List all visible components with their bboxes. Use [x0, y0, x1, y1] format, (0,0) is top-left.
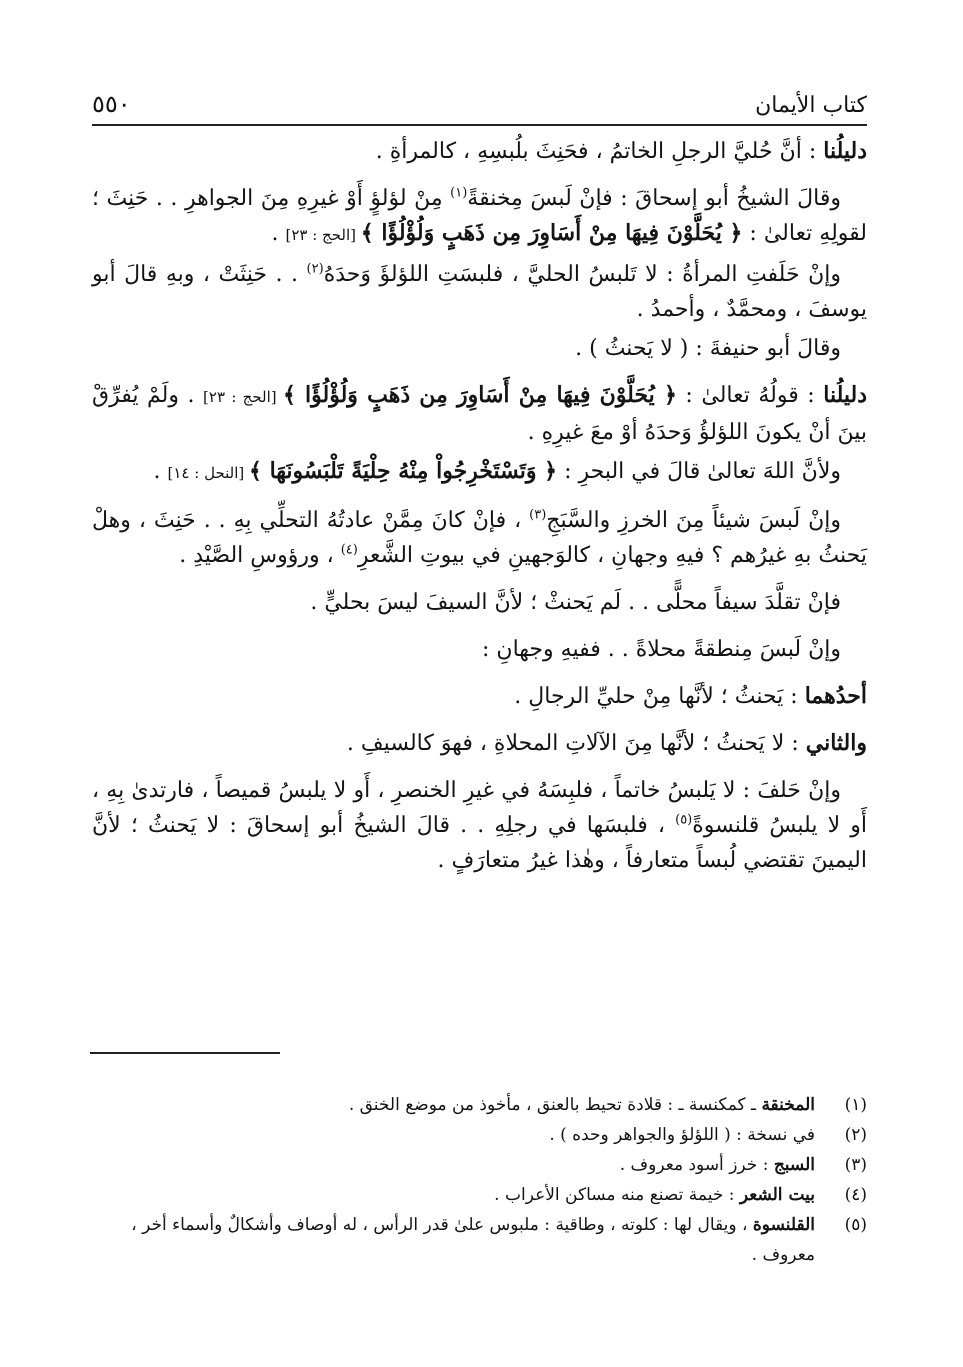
paragraph [92, 134, 867, 169]
footnote-marker: (١) [450, 185, 468, 201]
paragraph-text: مِنْ لؤلؤٍ أَوْ غيرِهِ مِنَ الجواهرِ . . حَنِثَ ؛ لقولِهِ تعالىٰ : [92, 186, 867, 246]
paragraph-text: ، ورؤوسِ الصَّيْدِ . [179, 543, 341, 568]
footnote-term: بيت الشعر [739, 1185, 815, 1205]
footnote-item [92, 1180, 867, 1210]
paragraph-lead: دليلُنا [823, 138, 867, 164]
footnote-marker: (٣) [529, 507, 547, 523]
paragraph-text: : يَحنثُ ؛ لأنَّها مِنْ حليِّ الرجالِ . [514, 684, 805, 709]
paragraph [92, 726, 867, 761]
paragraph-text: وإنْ حَلَفتِ المرأةُ : لا تَلبسُ الحليَّ ، فلبسَتِ اللؤلؤَ وَحدَهُ [323, 262, 841, 287]
quran-verse: ﴿ وَتَسْتَخْرِجُواْ مِنْهُ حِلْيَةً تَلْبَسُونَهَا ﴾ [249, 458, 558, 484]
paragraph-text: وإنْ لَبسَ شيئاً مِنَ الخرزِ والسَّبَجِ [546, 508, 841, 533]
footnote-marker: (٢) [306, 261, 324, 277]
quran-verse: ﴿ يُحَلَّوْنَ فِيهَا مِنْ أَسَاوِرَ مِن ذَهَبٍ وَلُؤْلُؤًا ﴾ [360, 220, 743, 246]
footnote-item [92, 1150, 867, 1180]
footnote-item [92, 1210, 867, 1270]
paragraph [92, 503, 867, 573]
footnote-marker: (٥) [675, 812, 693, 828]
paragraph-text: ، فلبسَها في رجلِهِ . . قالَ الشيخُ أبو إسحاقَ : لا يَحنثُ ؛ لأنَّ اليمينَ تقتضي لُبساً متعارفاً ، وهٰذا غيرُ متعارَفٍ . [92, 813, 867, 873]
verse-reference: [الحج : ٢٣] [203, 388, 283, 406]
footnote-text [92, 1120, 815, 1150]
footnote-item [92, 1090, 867, 1120]
footnote-term: المخنقة [761, 1095, 815, 1115]
footnote-number: (٤) [844, 1185, 867, 1205]
paragraph-text: وقالَ الشيخُ أبو إسحاقَ : فإنْ لَبسَ مِخنقةً [467, 186, 841, 211]
paragraph [92, 773, 867, 878]
paragraph-text: : أنَّ حُليَّ الرجلِ الخاتمُ ، فحَنِثَ بلُبسِهِ ، كالمرأةِ . [375, 139, 824, 164]
paragraph-text: : قولُهُ تعالىٰ : [676, 383, 824, 408]
footnote-number: (٣) [844, 1155, 867, 1175]
page-number: ٥٥٠ [92, 90, 131, 118]
header-rule [92, 124, 867, 126]
paragraph-text: ولأنَّ اللهَ تعالىٰ قالَ في البحرِ : [557, 459, 841, 484]
paragraph-text: وإنْ لَبسَ مِنطقةً محلاةً . . ففيهِ وجهانِ : [482, 637, 841, 662]
footnotes [92, 1090, 867, 1270]
paragraph-text: : لا يَحنثُ ؛ لأنَّها مِنَ الآلاتِ المحلاةِ ، فهوَ كالسيفِ . [346, 731, 806, 756]
footnote-body: في نسخة : ( اللؤلؤ والجواهر وحده ) . [549, 1125, 815, 1145]
verse-reference: [الحج : ٢٣] [285, 226, 361, 244]
paragraph [92, 679, 867, 714]
footnote-number: (١) [844, 1095, 867, 1115]
paragraph-text: . [271, 221, 286, 246]
paragraph [92, 632, 867, 667]
footnote-text [92, 1150, 815, 1180]
paragraph-text: فإنْ تقلَّدَ سيفاً محلًّى . . لَم يَحنثْ ؛ لأنَّ السيفَ ليسَ بحليٍّ . [310, 590, 841, 615]
footnote-body: : خيمة تصنع منه مساكن الأعراب . [494, 1185, 740, 1205]
paragraph-text: . ولَمْ يُفرِّقْ بينَ أنْ يكونَ اللؤلؤُ وَحدَهُ أوْ معَ غيرِهِ . [92, 383, 867, 445]
footnote-term: السبج [773, 1155, 815, 1175]
paragraph-text: . [153, 459, 168, 484]
paragraph-lead: دليلُنا [823, 382, 867, 408]
footnote-body: ، ويقال لها : كلوته ، وطاقية : ملبوس علىٰ قدر الرأس ، له أوصاف وأشكالٌ وأسماء أخر ، معروف . [131, 1215, 815, 1265]
paragraph-lead: والثاني [805, 730, 867, 756]
paragraph-text: . . حَنِثَتْ ، وبهِ قالَ أبو يوسفَ ، ومحمَّدٌ ، وأحمدُ . [92, 262, 867, 322]
quran-verse: ﴿ يُحَلَّوْنَ فِيهَا مِنْ أَسَاوِرَ مِن ذَهَبٍ وَلُؤْلُؤًا ﴾ [282, 382, 677, 408]
footnote-body: : خرز أسود معروف . [619, 1155, 774, 1175]
main-text [92, 134, 867, 890]
paragraph [92, 331, 867, 366]
footnote-item [92, 1120, 867, 1150]
footnote-number: (٢) [844, 1125, 867, 1145]
paragraph [92, 181, 867, 253]
paragraph-text: وإنْ حَلفَ : لا يَلبسُ خاتماً ، فلبِسَهُ في غيرِ الخنصرِ ، أَو لا يلبسُ قميصاً ، فارتدىٰ بِهِ ، أَو لا يلبسُ قلنسوةً [92, 778, 868, 838]
footnote-marker: (٤) [340, 542, 358, 558]
paragraph [92, 378, 867, 450]
footnote-term: القلنسوة [752, 1215, 815, 1235]
page-header [92, 78, 867, 118]
footnote-body: ـ كمكنسة ـ : قلادة تحيط بالعنق ، مأخوذ من موضع الخنق . [348, 1095, 762, 1115]
paragraph-lead: أحدُهما [804, 683, 867, 709]
paragraph [92, 585, 867, 620]
footnote-text [92, 1090, 815, 1120]
book-title: كتاب الأيمان [755, 93, 867, 118]
footnote-number: (٥) [844, 1215, 867, 1235]
paragraph-text: ، فإنْ كانَ مِمَّنْ عادتُهُ التحلِّي بِهِ . . حَنِثَ ، وهلْ يَحنثُ بهِ غيرُهم ؟ فيهِ وجهانِ ، كالوَجهينِ في بيوتِ الشَّعرِ [92, 508, 867, 568]
paragraph-text: وقالَ أبو حنيفةَ : ( لا يَحنثُ ) . [575, 336, 841, 361]
verse-reference: [النحل : ١٤] [167, 464, 250, 482]
footnote-separator [90, 1052, 280, 1054]
paragraph [92, 257, 867, 327]
footnote-text [92, 1210, 815, 1270]
paragraph [92, 454, 867, 491]
footnote-text [92, 1180, 815, 1210]
